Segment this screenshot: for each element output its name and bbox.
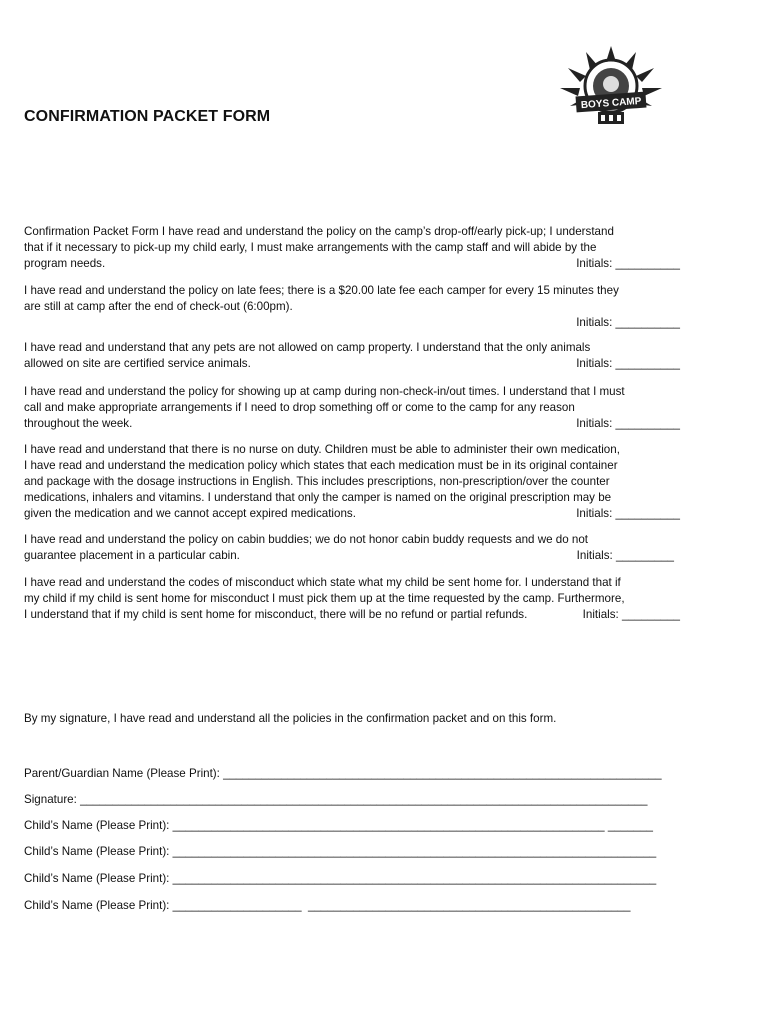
child-name-field-2[interactable]: Child’s Name (Please Print): ___________________________________________________________________________ — [24, 845, 657, 858]
child-name-field-3[interactable]: Child’s Name (Please Print): ___________________________________________________________________________ — [24, 872, 657, 885]
parent-guardian-name-field[interactable]: Parent/Guardian Name (Please Print): ____________________________________________________________________ — [24, 767, 662, 780]
policy-paragraph-non-check-in: I have read and understand the policy for showing up at camp during non-check-in/out times. I understand that I must call and make appropriate arrangements if I need to drop something off or come to the camp for any reason throughout the week. Initials: __________ — [24, 385, 680, 430]
policy-paragraph-drop-off: Confirmation Packet Form I have read and understand the policy on the camp’s drop-off/early pick-up; I understand that if it necessary to pick-up my child early, I must make arrangements with the camp staff and will abide by the program needs. Initials: __________ — [24, 225, 680, 270]
boys-camp-logo — [556, 44, 666, 128]
child-name-field-1[interactable]: Child’s Name (Please Print): ___________________________________________________________________ _______ — [24, 819, 653, 832]
initials-field[interactable]: Initials: __________ — [576, 316, 680, 329]
initials-field[interactable]: Initials: _________ — [576, 549, 674, 562]
child-name-field-4[interactable]: Child’s Name (Please Print): ____________________ __________________________________________________ — [24, 899, 631, 912]
initials-field[interactable]: Initials: __________ — [576, 357, 680, 370]
initials-field[interactable]: Initials: __________ — [576, 507, 680, 520]
signature-field[interactable]: Signature: ________________________________________________________________________________________ — [24, 793, 648, 806]
svg-text:BOYS CAMP: BOYS CAMP — [580, 95, 642, 112]
policy-paragraph-cabin-buddies: I have read and understand the policy on cabin buddies; we do not honor cabin buddy requests and we do not guarantee placement in a particular cabin. Initials: _________ — [24, 533, 674, 562]
policy-paragraph-misconduct: I have read and understand the codes of misconduct which state what my child be sent home for. I understand that if my child if my child is sent home for misconduct I must pick them up at the time requested by the camp. Furthermore, I understand that if my child is sent home for misconduct, there will be no refund or partial refunds. Initials: _________ — [24, 576, 680, 621]
form-title: CONFIRMATION PACKET FORM — [24, 108, 271, 125]
policy-paragraph-late-fees: I have read and understand the policy on late fees; there is a $20.00 late fee each camper for every 15 minutes they are still at camp after the end of check-out (6:00pm). Initials: __________ — [24, 284, 680, 329]
initials-field[interactable]: Initials: __________ — [576, 417, 680, 430]
policy-paragraph-medication: I have read and understand that there is no nurse on duty. Children must be able to administer their own medication, I have read and understand the medication policy which states that each medication must be in its original container and package with the dosage instructions in English. This includes prescriptions, non-prescription/over the counter medications, inhalers and vitamins. I understand that only the camper is named on the original prescription may be given the medication and we cannot accept expired medications. Initials: __________ — [24, 443, 680, 520]
signature-statement: By my signature, I have read and understand all the policies in the confirmation packet and on this form. — [24, 712, 557, 725]
initials-field[interactable]: Initials: __________ — [576, 257, 680, 270]
initials-field[interactable]: Initials: _________ — [582, 608, 680, 621]
policy-paragraph-pets: I have read and understand that any pets are not allowed on camp property. I understand that the only animals allowed on site are certified service animals. Initials: __________ — [24, 341, 680, 370]
